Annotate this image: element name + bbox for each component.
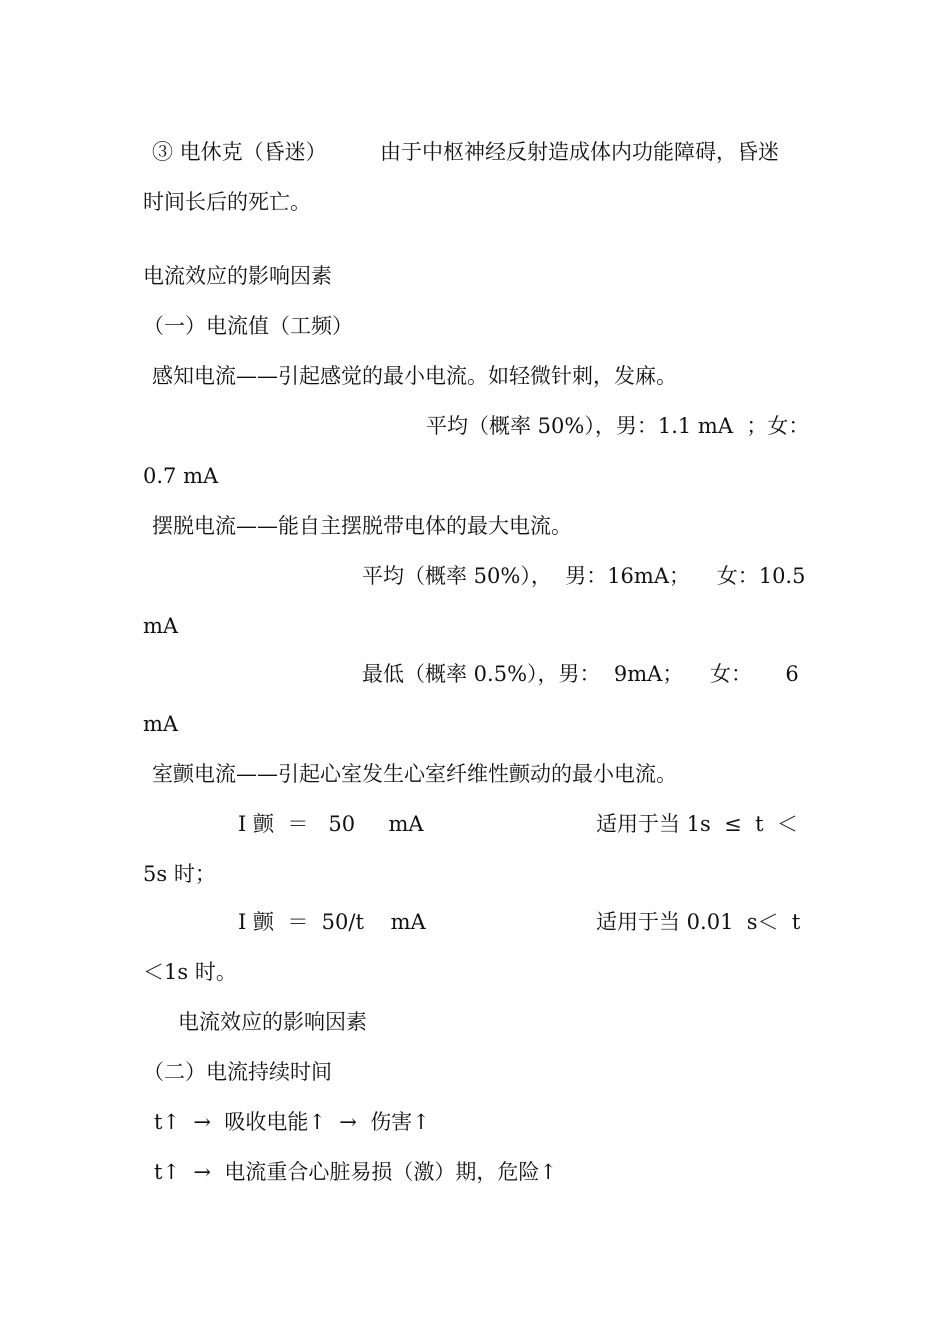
letgo-current-minimum: 最低（概率 0.5%），男： 9mA； 女： 6: [362, 662, 799, 686]
letgo-current-minimum-cont: mA: [143, 712, 179, 736]
formula-2: I 颤 ＝ 50/t mA: [238, 910, 426, 934]
fibrillation-current-definition: 室颤电流——引起心室发生心室纤维性颤动的最小电流。: [152, 762, 677, 786]
letgo-current-average: 平均（概率 50%）， 男：16mA； 女：10.5: [362, 564, 806, 588]
item-3-description-cont: 时间长后的死亡。: [143, 190, 311, 214]
perception-current-average: 平均（概率 50%），男：1.1 mA ；女：: [426, 414, 810, 438]
formula-2-condition: 适用于当 0.01 s＜ t: [596, 910, 801, 934]
section-heading-2: 电流效应的影响因素: [178, 1010, 367, 1034]
item-3-heading: ③ 电休克（昏迷）: [152, 140, 327, 164]
formula-1-condition-cont: 5s 时；: [143, 862, 216, 886]
subsection-heading-2: （二）电流持续时间: [143, 1060, 332, 1084]
duration-effect-2: t↑ → 电流重合心脏易损（激）期，危险↑: [154, 1160, 557, 1184]
section-heading-1: 电流效应的影响因素: [143, 264, 332, 288]
subsection-heading-1: （一）电流值（工频）: [143, 314, 353, 338]
duration-effect-1: t↑ → 吸收电能↑ → 伤害↑: [154, 1110, 430, 1134]
formula-1-condition: 适用于当 1s ≤ t ＜: [596, 812, 798, 836]
letgo-current-definition: 摆脱电流——能自主摆脱带电体的最大电流。: [152, 514, 572, 538]
formula-1: I 颤 ＝ 50 mA: [238, 812, 424, 836]
formula-2-condition-cont: ＜1s 时。: [143, 960, 237, 984]
letgo-current-average-cont: mA: [143, 614, 179, 638]
perception-current-definition: 感知电流——引起感觉的最小电流。如轻微针刺，发麻。: [152, 364, 677, 388]
item-3-description: 由于中枢神经反射造成体内功能障碍，昏迷: [380, 140, 779, 164]
perception-current-average-cont: 0.7 mA: [143, 464, 219, 488]
